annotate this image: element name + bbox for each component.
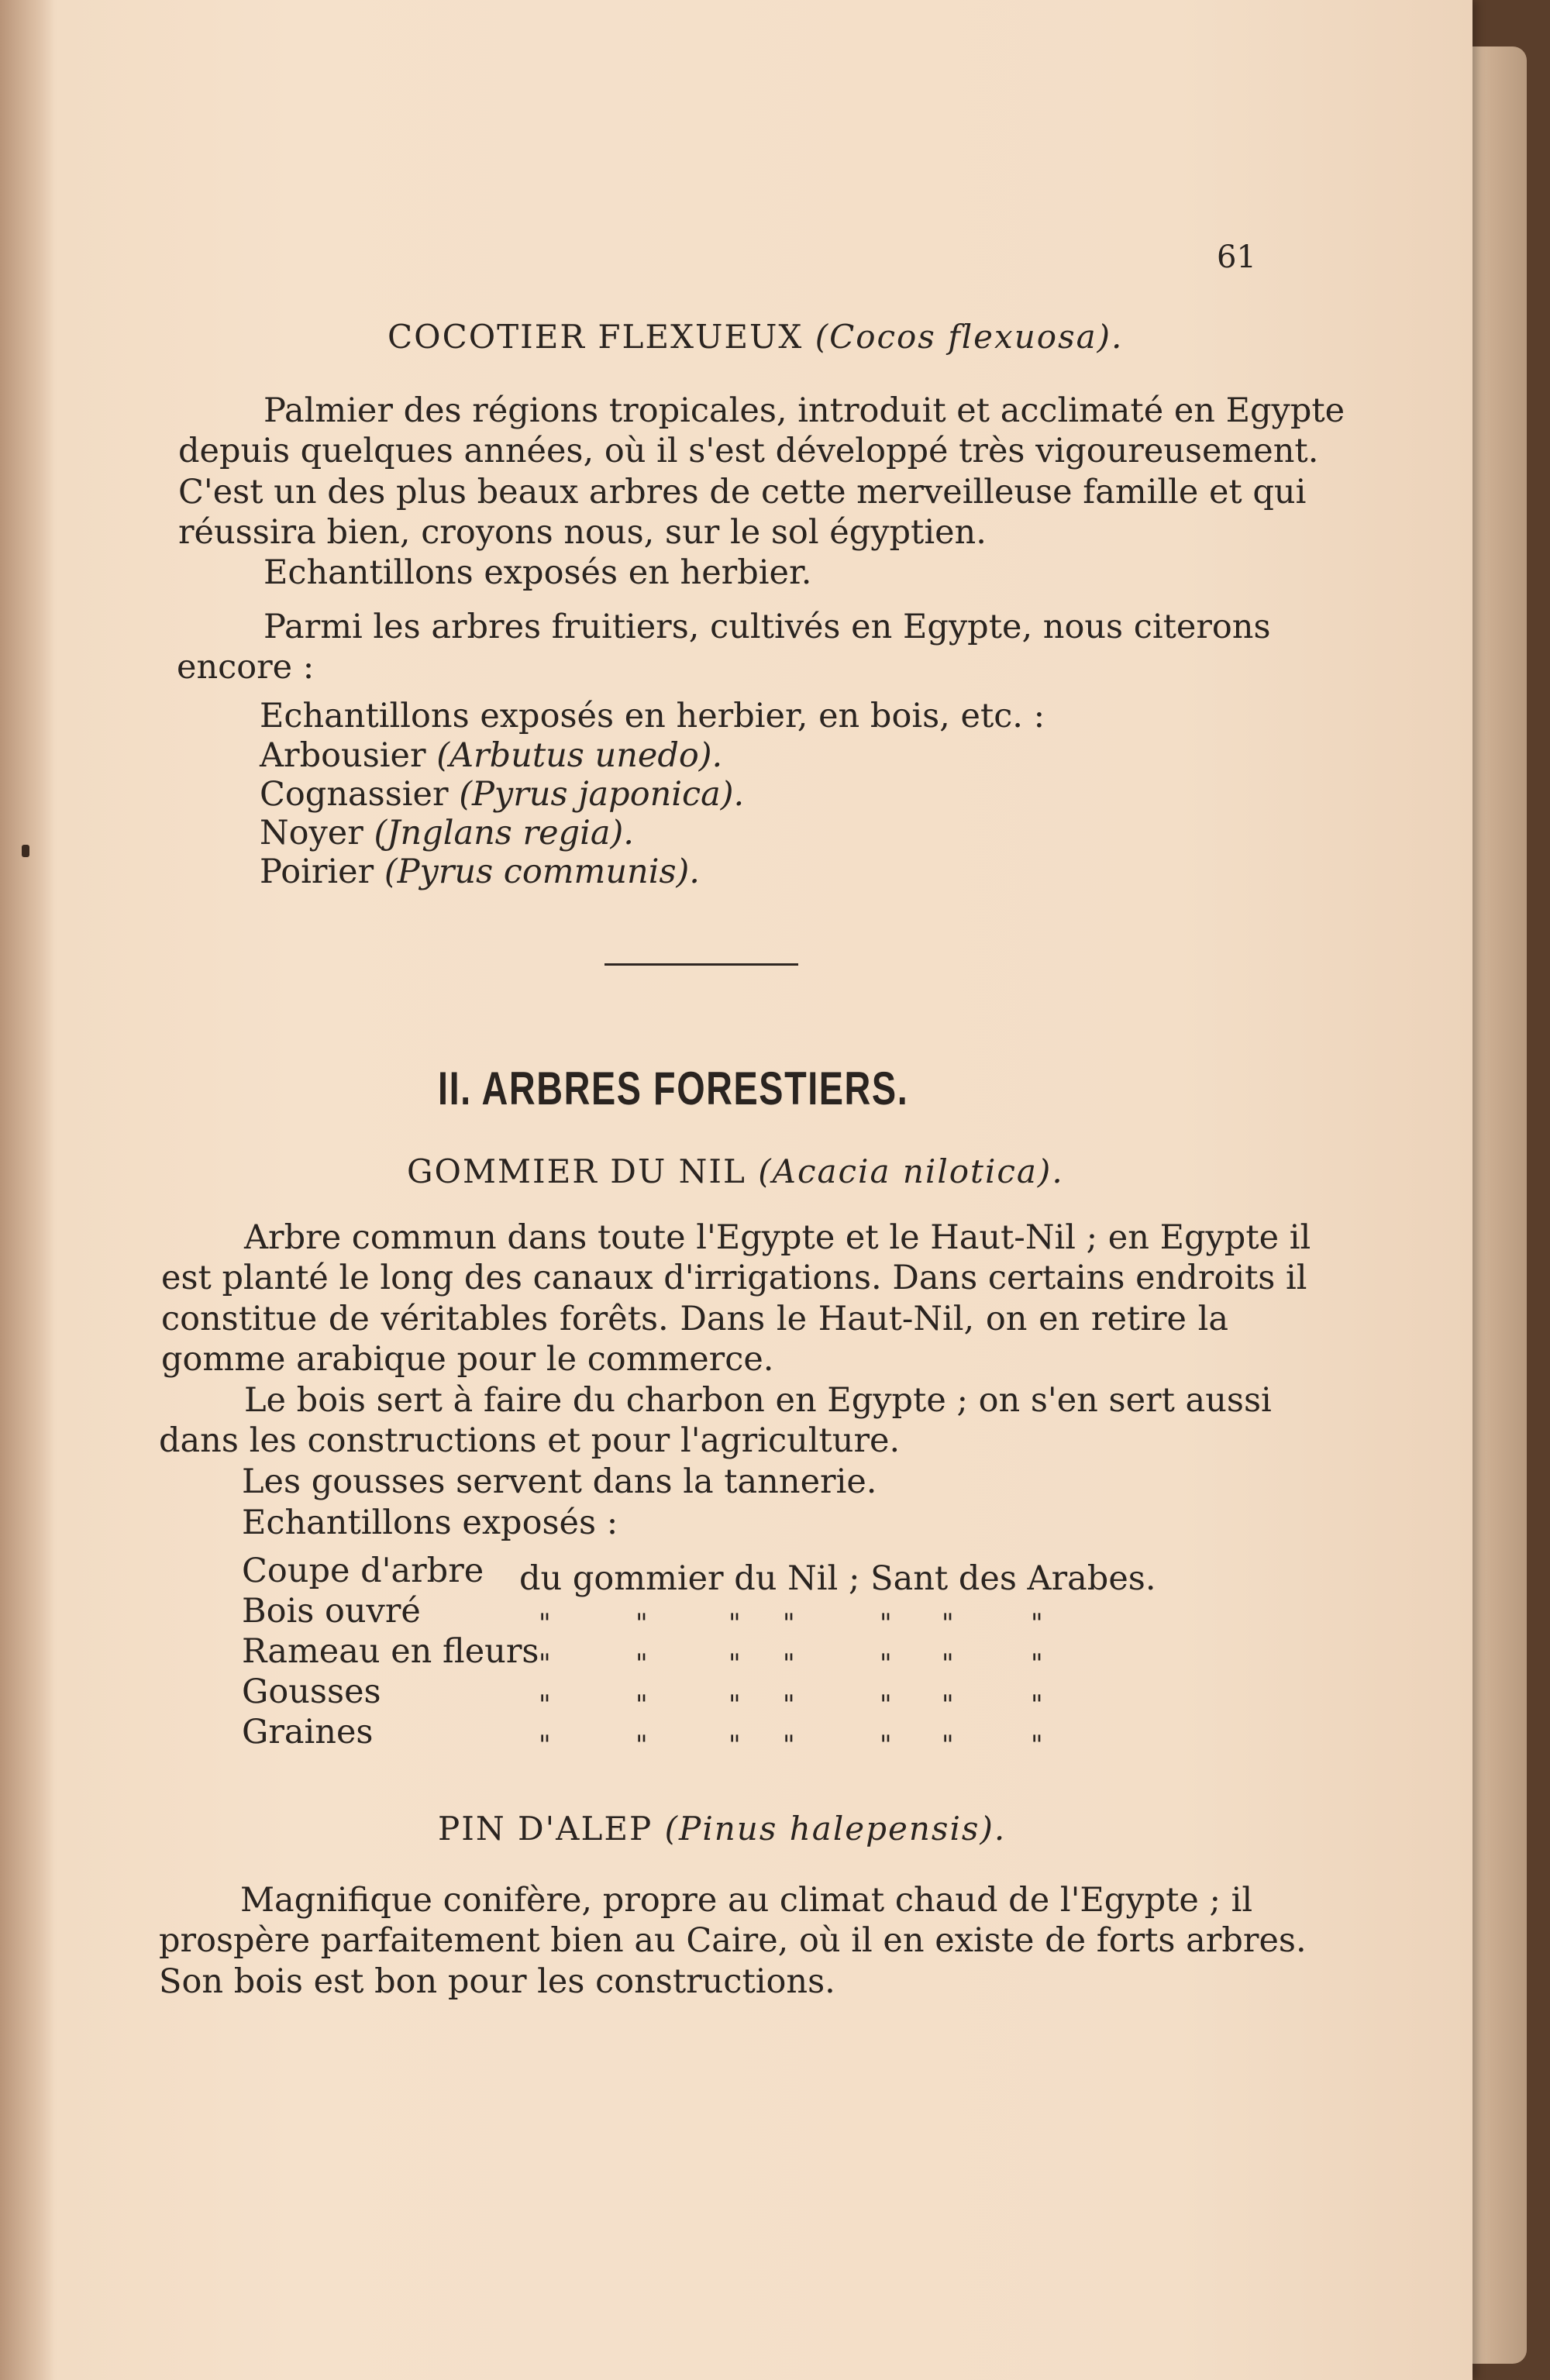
ditto-mark: " (539, 1608, 551, 1639)
ditto-mark: " (942, 1608, 954, 1639)
fruit-item-name: Noyer (260, 814, 363, 852)
fruit-item-name: Arbousier (260, 736, 426, 775)
ditto-mark: " (1031, 1608, 1043, 1639)
fruitiers-line-1: Parmi les arbres fruitiers, cultivés en Egypte, nous citerons (264, 608, 1271, 646)
heading-gommier-latin: (Acacia nilotica). (758, 1152, 1064, 1190)
ditto-mark: " (783, 1689, 795, 1720)
ditto-mark: " (728, 1648, 741, 1679)
cocotier-line-3: C'est un des plus beaux arbres de cette merveilleuse famille et qui (178, 473, 1307, 511)
heading-cocotier-latin: (Cocos flexuosa). (815, 318, 1124, 356)
ditto-mark: " (880, 1648, 892, 1679)
ditto-mark: " (728, 1689, 741, 1720)
gommier-line-6: dans les constructions et pour l'agriculture. (159, 1421, 901, 1460)
fruit-item-latin: (Arbutus unedo). (436, 736, 723, 775)
ditto-mark: " (880, 1689, 892, 1720)
cocotier-line-4: réussira bien, croyons nous, sur le sol égyptien. (178, 513, 987, 552)
ditto-mark: " (539, 1648, 551, 1679)
sample-row: Coupe d'arbre (242, 1552, 484, 1590)
section-heading: II. ARBRES FORESTIERS. (438, 1063, 909, 1114)
pin-line-3: Son bois est bon pour les constructions. (159, 1962, 835, 2001)
gommier-line-1: Arbre commun dans toute l'Egypte et le Haut-Nil ; en Egypte il (244, 1218, 1311, 1257)
fruit-item (260, 735, 722, 777)
gommier-line-8: Echantillons exposés : (242, 1503, 618, 1542)
pin-line-1: Magnifique conifère, propre au climat chaud de l'Egypte ; il (240, 1881, 1253, 1920)
sample-row: Gousses (242, 1672, 381, 1711)
ditto-mark: " (783, 1648, 795, 1679)
ditto-mark: " (539, 1730, 551, 1761)
ditto-mark: " (942, 1648, 954, 1679)
cocotier-line-2: depuis quelques années, où il s'est développé très vigoureusement. (178, 432, 1319, 470)
sample-row: Bois ouvré (242, 1592, 421, 1631)
ditto-mark: " (728, 1730, 741, 1761)
sample-description: du gommier du Nil ; Sant des Arabes. (519, 1559, 1156, 1598)
ditto-mark: " (783, 1608, 795, 1639)
ditto-mark: " (880, 1730, 892, 1761)
fruit-item-name: Cognassier (260, 775, 449, 814)
gommier-line-3: constitue de véritables forêts. Dans le Haut-Nil, on en retire la (161, 1300, 1228, 1338)
ditto-mark: " (1031, 1689, 1043, 1720)
heading-cocotier-title: COCOTIER FLEXUEUX (388, 318, 804, 356)
section-divider (604, 963, 798, 966)
heading-pin (438, 1808, 1006, 1850)
fruit-item (260, 851, 700, 893)
heading-gommier-title: GOMMIER DU NIL (407, 1152, 746, 1190)
ditto-mark: " (880, 1608, 892, 1639)
fruit-item-latin: (Pyrus communis). (384, 852, 700, 891)
pin-line-2: prospère parfaitement bien au Caire, où il en existe de forts arbres. (159, 1921, 1307, 1960)
page-number: 61 (1217, 239, 1256, 275)
ditto-mark: " (783, 1730, 795, 1761)
fruit-item-latin: (Pyrus japonica). (459, 775, 745, 814)
sample-row: Rameau en fleurs (242, 1632, 539, 1671)
heading-pin-latin: (Pinus halepensis). (664, 1810, 1007, 1848)
ditto-mark: " (636, 1648, 648, 1679)
ditto-mark: " (636, 1730, 648, 1761)
ditto-mark: " (636, 1608, 648, 1639)
sample-row: Graines (242, 1713, 374, 1751)
ditto-mark: " (539, 1689, 551, 1720)
heading-gommier (407, 1151, 1064, 1193)
fruit-item (260, 812, 634, 854)
cocotier-samples: Echantillons exposés en herbier. (264, 553, 812, 592)
gommier-line-2: est planté le long des canaux d'irrigations. Dans certains endroits il (161, 1259, 1307, 1297)
gommier-line-7: Les gousses servent dans la tannerie. (242, 1462, 877, 1501)
fruit-item (260, 773, 744, 815)
fruit-item-name: Poirier (260, 852, 374, 891)
heading-cocotier (388, 316, 1123, 358)
cocotier-line-1: Palmier des régions tropicales, introduit et acclimaté en Egypte (264, 391, 1345, 430)
gommier-line-5: Le bois sert à faire du charbon en Egypte ; on s'en sert aussi (244, 1381, 1272, 1420)
heading-pin-title: PIN D'ALEP (438, 1810, 653, 1848)
ditto-mark: " (728, 1608, 741, 1639)
ditto-mark: " (636, 1689, 648, 1720)
fruitiers-samples: Echantillons exposés en herbier, en bois, etc. : (260, 697, 1045, 735)
ditto-mark: " (942, 1730, 954, 1761)
ditto-mark: " (1031, 1730, 1043, 1761)
fruit-item-latin: (Jnglans regia). (374, 814, 634, 852)
ditto-mark: " (942, 1689, 954, 1720)
ditto-mark: " (1031, 1648, 1043, 1679)
fruitiers-line-2: encore : (177, 648, 315, 687)
gommier-line-4: gomme arabique pour le commerce. (161, 1340, 774, 1379)
